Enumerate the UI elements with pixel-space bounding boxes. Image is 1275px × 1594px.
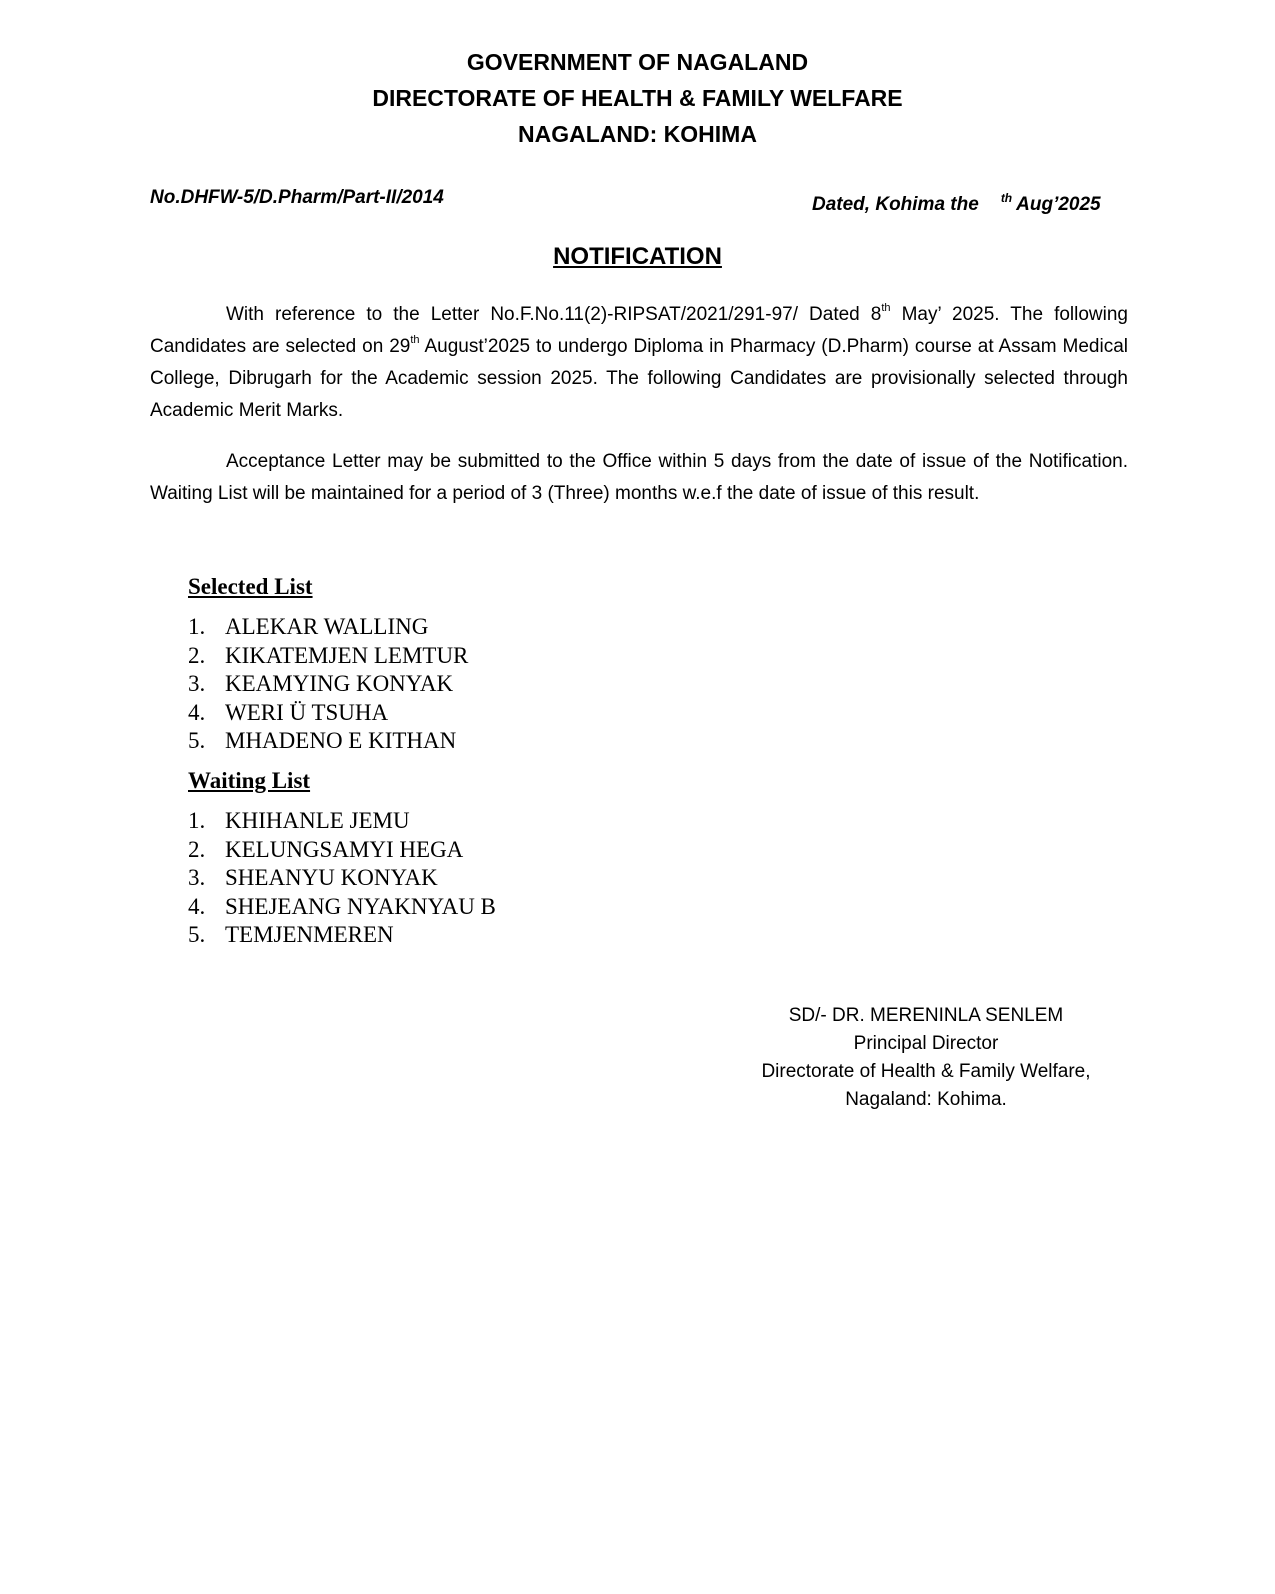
list-item [188, 836, 496, 865]
list-item-name: TEMJENMEREN [225, 922, 394, 948]
list-item-number: 4. [188, 699, 206, 725]
paragraph-reference [150, 299, 1128, 427]
list-item [188, 864, 496, 893]
letterhead-line-government: GOVERNMENT OF NAGALAND [466, 49, 809, 75]
list-item-name: KELUNGSAMYI HEGA [225, 836, 464, 862]
list-item-number: 1. [188, 808, 206, 833]
list-item [188, 642, 468, 671]
letterhead-line-directorate: DIRECTORATE OF HEALTH & FAMILY WELFARE [372, 85, 903, 111]
list-item [188, 699, 468, 728]
list-item-name: ALEKAR WALLING [225, 614, 429, 639]
date-prefix: Dated, Kohima the [812, 194, 979, 215]
paragraph1-sup1: th [881, 302, 891, 314]
list-item [188, 727, 468, 756]
list-item [188, 613, 468, 642]
list-item-name: WERI Ü TSUHA [225, 699, 389, 725]
notification-title [0, 242, 1275, 272]
paragraph-acceptance: Acceptance Letter may be submitted to the Office within 5 days from the date of issue of the Notification. Waiting List will be maintained for a period of 3 (Three) months w.e.f the date of issue of this result. [150, 451, 1128, 504]
list-item-number: 2. [188, 836, 206, 862]
list-item-number: 2. [188, 642, 206, 668]
list-item-name: SHEJEANG NYAKNYAU B [225, 893, 496, 919]
signatory-designation: Principal Director [853, 1033, 999, 1054]
list-item-number: 1. [188, 614, 206, 639]
reference-number: No.DHFW-5/D.Pharm/Part-II/2014 [150, 187, 444, 208]
paragraph1-part3: August’2025 to undergo Diploma in Pharmacy (D.Pharm) course at Assam Medical College, Dibrugarh for the Academic session 2025. The following Candidates are provisionally selected through Academic Merit Marks. [150, 336, 1129, 421]
list-item-number: 5. [188, 728, 206, 754]
signatory-location: Nagaland: Kohima. [845, 1089, 1007, 1110]
notification-title-text: NOTIFICATION [553, 243, 722, 270]
list-item-name: SHEANYU KONYAK [225, 865, 438, 891]
reference-date [812, 186, 1101, 217]
date-superscript: th [1000, 191, 1013, 205]
signatory-office: Directorate of Health & Family Welfare, [761, 1061, 1091, 1082]
list-item [188, 893, 496, 922]
list-item-number: 5. [188, 922, 206, 948]
waiting-list-heading: Waiting List [188, 768, 311, 793]
list-item-name: KEAMYING KONYAK [225, 671, 454, 697]
letterhead-line-location: NAGALAND: KOHIMA [518, 121, 757, 147]
paragraph1-part2: May’ 2025. The following Candidates are selected on 29 [150, 304, 1129, 357]
list-item-name: KIKATEMJEN LEMTUR [225, 642, 469, 668]
date-suffix: Aug’2025 [1016, 194, 1101, 215]
paragraph1-part1: With reference to the Letter No.F.No.11(2)-RIPSAT/2021/291-97/ Dated 8 [226, 304, 882, 325]
list-item-number: 4. [188, 893, 206, 919]
list-item [188, 807, 496, 836]
list-item-name: MHADENO E KITHAN [225, 728, 457, 754]
signature-block [736, 1002, 1116, 1114]
list-item-name: KHIHANLE JEMU [225, 808, 410, 833]
selected-list [188, 613, 468, 756]
waiting-list [188, 807, 496, 950]
list-item-number: 3. [188, 671, 206, 697]
selected-list-heading: Selected List [188, 574, 313, 599]
signatory-name: SD/- DR. MERENINLA SENLEM [788, 1005, 1064, 1026]
list-item-number: 3. [188, 865, 206, 891]
list-item [188, 670, 468, 699]
paragraph1-sup2: th [410, 334, 420, 346]
list-item [188, 921, 496, 950]
letterhead [0, 44, 1275, 152]
